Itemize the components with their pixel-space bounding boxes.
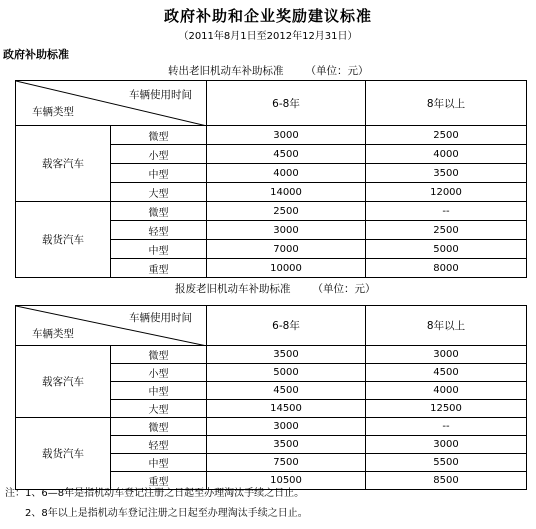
vehicle-type-cell: 重型 (111, 472, 207, 490)
table-row (16, 202, 527, 221)
value-cell: 4000 (207, 164, 366, 183)
vehicle-type-cell: 大型 (111, 183, 207, 202)
value-cell: 3000 (366, 346, 527, 364)
footnotes (5, 484, 308, 524)
vehicle-type-cell: 微型 (111, 418, 207, 436)
subsidy-table-transfer (15, 80, 527, 278)
value-cell: 14000 (207, 183, 366, 202)
header-usage-time: 车辆使用时间 (129, 312, 192, 324)
table-row (16, 126, 527, 145)
value-cell: 2500 (366, 221, 527, 240)
date-range-subtitle: （2011年8月1日至2012年12月31日） (178, 31, 358, 42)
value-cell: 8500 (366, 472, 527, 490)
vehicle-type-cell: 轻型 (111, 221, 207, 240)
value-cell: 4000 (366, 145, 527, 164)
value-cell: 7000 (207, 240, 366, 259)
page-title: 政府补助和企业奖励建议标准 (163, 7, 372, 25)
vehicle-type-cell: 微型 (111, 346, 207, 364)
vehicle-type-cell: 轻型 (111, 436, 207, 454)
value-cell: 3500 (366, 164, 527, 183)
value-cell: 3000 (366, 436, 527, 454)
value-cell: 2500 (366, 126, 527, 145)
value-cell: 4500 (366, 364, 527, 382)
value-cell: 5000 (366, 240, 527, 259)
header-usage-time: 车辆使用时间 (129, 89, 192, 101)
value-cell: 12000 (366, 183, 527, 202)
diagonal-header-cell (16, 81, 207, 126)
value-cell: -- (366, 202, 527, 221)
value-cell: 10500 (207, 472, 366, 490)
vehicle-type-cell: 小型 (111, 145, 207, 164)
group-freight: 载货汽车 (16, 418, 111, 490)
subsidy-table-scrap (15, 305, 527, 490)
value-cell: 3500 (207, 436, 366, 454)
col-header-6-8: 6-8年 (207, 81, 366, 126)
value-cell: 4500 (207, 145, 366, 164)
header-vehicle-type: 车辆类型 (32, 106, 74, 118)
vehicle-type-cell: 微型 (111, 202, 207, 221)
unit-text: （单位：元） (312, 283, 376, 295)
caption-text: 报废老旧机动车补助标准 (175, 283, 291, 295)
value-cell: 10000 (207, 259, 366, 278)
value-cell: 3000 (207, 221, 366, 240)
unit-text: （单位：元） (305, 65, 369, 77)
value-cell: 7500 (207, 454, 366, 472)
footnote-1: 注：1、6—8年是指机动车登记注册之日起至办理淘汰手续之日止。 (5, 488, 305, 499)
value-cell: 2500 (207, 202, 366, 221)
group-freight: 载货汽车 (16, 202, 111, 278)
table-row (16, 418, 527, 436)
value-cell: 12500 (366, 400, 527, 418)
vehicle-type-cell: 中型 (111, 240, 207, 259)
section-label: 政府补助标准 (3, 48, 69, 61)
value-cell: 5500 (366, 454, 527, 472)
vehicle-type-cell: 中型 (111, 382, 207, 400)
col-header-6-8: 6-8年 (207, 306, 366, 346)
value-cell: -- (366, 418, 527, 436)
value-cell: 14500 (207, 400, 366, 418)
vehicle-type-cell: 小型 (111, 364, 207, 382)
value-cell: 3000 (207, 126, 366, 145)
col-header-8plus: 8年以上 (366, 306, 527, 346)
header-vehicle-type: 车辆类型 (32, 328, 74, 340)
group-passenger: 载客汽车 (16, 126, 111, 202)
caption-text: 转出老旧机动车补助标准 (168, 65, 284, 77)
value-cell: 3500 (207, 346, 366, 364)
vehicle-type-cell: 重型 (111, 259, 207, 278)
vehicle-type-cell: 大型 (111, 400, 207, 418)
table-caption (175, 281, 376, 296)
group-passenger: 载客汽车 (16, 346, 111, 418)
vehicle-type-cell: 中型 (111, 454, 207, 472)
table-caption (168, 63, 369, 78)
value-cell: 5000 (207, 364, 366, 382)
value-cell: 4500 (207, 382, 366, 400)
col-header-8plus: 8年以上 (366, 81, 527, 126)
vehicle-type-cell: 中型 (111, 164, 207, 183)
diagonal-header-cell (16, 306, 207, 346)
footnote-2: 2、8年以上是指机动车登记注册之日起至办理淘汰手续之日止。 (25, 508, 308, 519)
value-cell: 8000 (366, 259, 527, 278)
value-cell: 3000 (207, 418, 366, 436)
value-cell: 4000 (366, 382, 527, 400)
vehicle-type-cell: 微型 (111, 126, 207, 145)
table-row (16, 346, 527, 364)
